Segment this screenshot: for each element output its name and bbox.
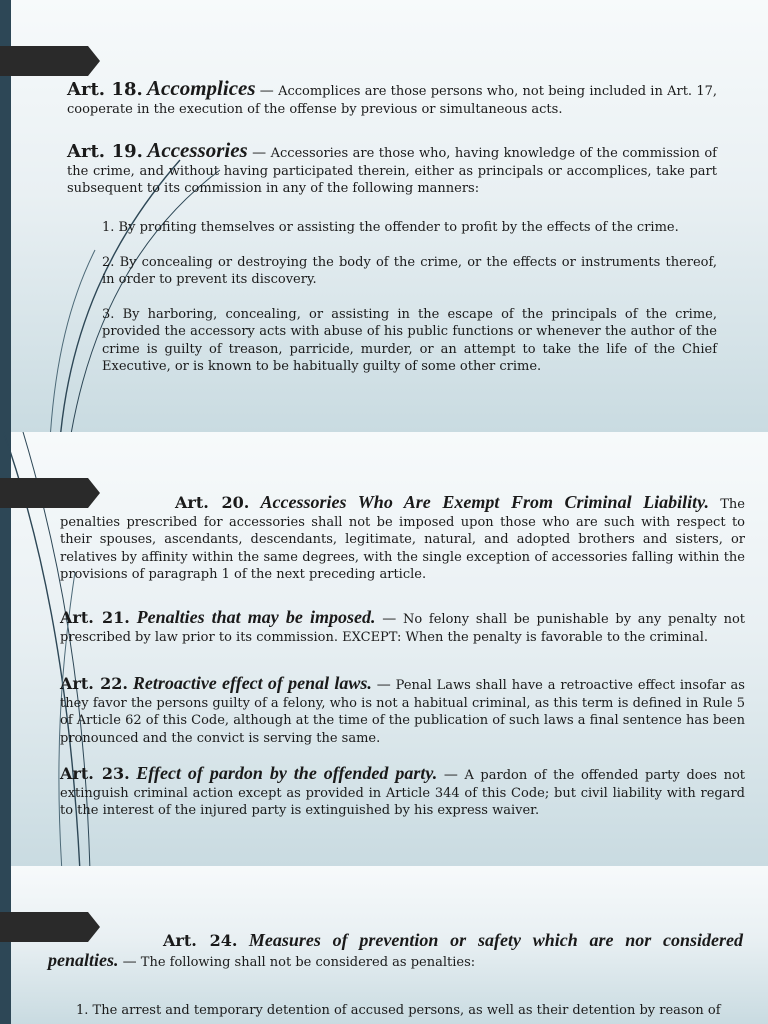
article-body: No felony shall be punishable by any penalty not prescribed by law prior to its commission. EXCEPT: When the penalty is favorable to the criminal. — [60, 612, 746, 645]
slide-2 — [0, 432, 768, 866]
article-body: The following shall not be considered as penalties: — [140, 954, 476, 970]
article-23 — [60, 765, 745, 830]
article-22 — [60, 675, 745, 757]
list-item: 2. By concealing or destroying the body of the crime, or the effects or instruments thereof, in order to prevent its discovery. — [102, 254, 717, 287]
article-paragraph — [60, 675, 745, 747]
article-number: Art. 19. — [67, 141, 143, 162]
article-title: Effect of pardon by the offended party. — [136, 763, 438, 783]
slide-1 — [0, 0, 768, 432]
accessories-manners-list — [102, 219, 717, 393]
article-dash: — — [443, 767, 458, 783]
article-title: Measures of prevention or safety which are nor considered penalties. — [48, 930, 744, 970]
article-body: Accessories are those who, having knowledge of the commission of the crime, and without having participated therein, either as principals or accomplices, take part subsequent to its commission in any of the following manners: — [67, 146, 717, 196]
list-item: 1. By profiting themselves or assisting the offender to profit by the effects of the crime. — [102, 220, 679, 235]
article-number: Art. 21. — [60, 608, 130, 627]
article-dash: — — [259, 83, 274, 99]
article-title: Accessories Who Are Exempt From Criminal Liability. — [260, 492, 709, 512]
slide-arrow-tab — [0, 46, 100, 76]
list-item: 1. The arrest and temporary detention of accused persons, as well as their detention by reason of — [76, 1003, 721, 1018]
article-24 — [48, 932, 743, 981]
article-paragraph — [48, 932, 743, 971]
article-dash: — — [382, 611, 397, 627]
article-paragraph — [67, 76, 717, 118]
article-body: Accomplices are those persons who, not being included in Art. 17, cooperate in the execution of the offense by previous or simultaneous acts. — [67, 84, 717, 117]
article-21 — [60, 609, 745, 656]
article-paragraph — [60, 765, 745, 820]
article-title: Accomplices — [147, 76, 256, 100]
article-20 — [60, 494, 745, 594]
measures-list — [76, 1002, 739, 1024]
article-title: Retroactive effect of penal laws. — [132, 673, 372, 693]
article-body: Penal Laws shall have a retroactive effect insofar as they favor the persons guilty of a felony, who is not a habitual criminal, as this term is defined in Rule 5 of Article 62 of this Code, although at the time of the publication of such laws a final sentence has been pronounced and the convict is serving the same. — [60, 678, 745, 746]
article-19 — [67, 138, 717, 208]
slide-left-bar — [0, 866, 11, 1024]
article-body: A pardon of the offended party does not extinguish criminal action except as provided in Article 344 of this Code; but civil liability with regard to the interest of the injured party is extinguished by his express waiver. — [60, 768, 746, 818]
article-title: Accessories — [147, 138, 248, 162]
article-paragraph — [60, 609, 745, 646]
article-dash: — — [122, 953, 137, 970]
article-number: Art. 24. — [163, 931, 238, 950]
article-dash: — — [252, 145, 267, 161]
article-title: Penalties that may be imposed. — [136, 607, 376, 627]
article-paragraph — [67, 138, 717, 198]
article-18 — [67, 76, 717, 128]
article-number: Art. 22. — [60, 674, 128, 693]
article-body: The penalties prescribed for accessories shall not be imposed upon those who are such with respect to their spouses, ascendants, descendants, legitimate, natural, and adopted brothers and sisters, or relatives by affinity within the same degrees, with the single exception of accessories falling within the provisions of paragraph 1 of the next preceding article. — [60, 497, 745, 582]
article-number: Art. 23. — [60, 764, 130, 783]
slide-3 — [0, 866, 768, 1024]
article-paragraph — [60, 494, 745, 584]
article-number: Art. 18. — [67, 79, 143, 100]
article-number: Art. 20. — [175, 493, 250, 512]
article-dash: — — [376, 677, 391, 693]
list-item: 3. By harboring, concealing, or assisting in the escape of the principals of the crime, provided the accessory acts with abuse of his public functions or whenever the author of the crime is guilty of treason, parricide, murder, or an attempt to take the life of the Chief Executive, or is known to be habitually guilty of some other crime. — [102, 306, 717, 374]
